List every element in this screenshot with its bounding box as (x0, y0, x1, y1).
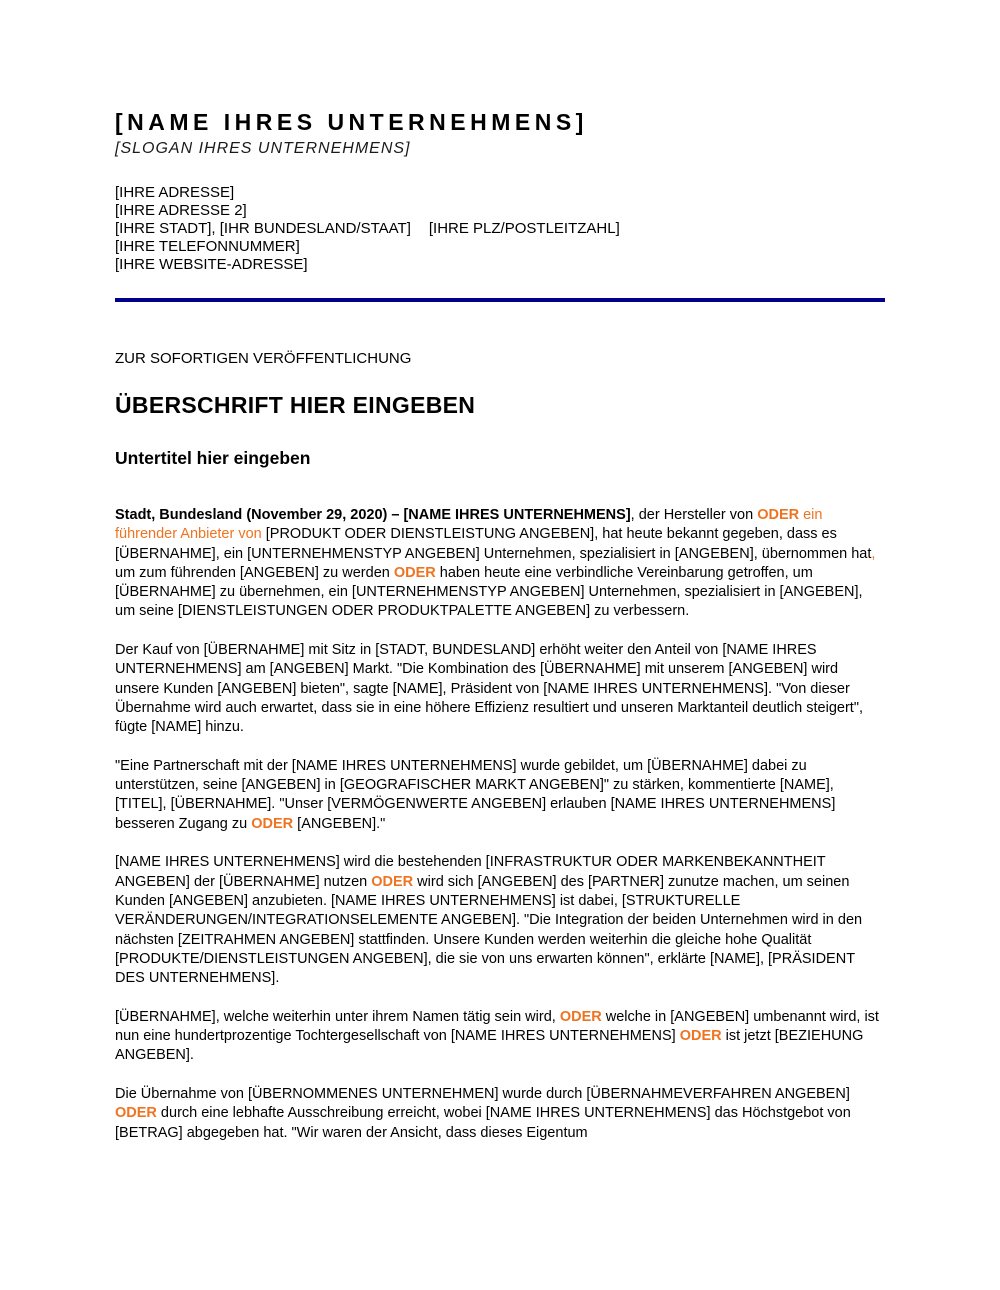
alternative-highlight-text: ODER (679, 1028, 722, 1045)
address-line-2: [IHRE ADRESSE 2] (115, 202, 247, 219)
alternative-highlight-text: ODER (393, 564, 436, 581)
paragraph-acquisition-process (115, 1085, 885, 1143)
text-segment: ist jetzt [BEZIEHUNG ANGEBEN]. (115, 1028, 864, 1064)
address-city-state: [IHRE STADT], [IHR BUNDESLAND/STAAT] (115, 220, 411, 237)
body-text (115, 506, 885, 1143)
alternative-highlight-text: , (871, 545, 876, 562)
text-segment: "Eine Partnerschaft mit der [NAME IHRES UNTERNEHMENS] wurde gebildet, um [ÜBERNAHME] dabei zu unterstützen, seine [ANGEBEN] in [GEOGRAFISCHER MARKT ANGEBEN]" zu stärken, kommentierte [NAME], [TITEL], [ÜBERNAHME]. "Unser [VERMÖGENWERTE ANGEBEN] erlauben [NAME IHRES UNTERNEHMENS] besseren Zugang zu (115, 757, 836, 832)
text-segment: [ÜBERNAHME], welche weiterhin unter ihrem Namen tätig sein wird, (115, 1008, 560, 1025)
address-phone: [IHRE TELEFONNUMMER] (115, 238, 300, 255)
text-segment: Stadt, Bundesland (November 29, 2020) – [NAME IHRES UNTERNEHMENS] (115, 507, 631, 523)
text-segment: haben heute eine verbindliche Vereinbarung getroffen, um [ÜBERNAHME] zu übernehmen, ein [UNTERNEHMENSTYP ANGEBEN] Unternehmen, spezialisiert in [ANGEBEN], um seine [DIENSTLEISTUNGEN ODER PRODUKTPALETTE ANGEBEN] zu verbessern. (115, 564, 863, 620)
text-segment: Der Kauf von [ÜBERNAHME] mit Sitz in [STADT, BUNDESLAND] erhöht weiter den Anteil von [NAME IHRES UNTERNEHMENS] am [ANGEBEN] Markt. "Die Kombination des [ÜBERNAHME] mit unserem [ANGEBEN] wird unsere Kunden [ANGEBEN] bieten", sagte [NAME], Präsident von [NAME IHRES UNTERNEHMENS]. "Von dieser Übernahme wird auch erwartet, dass sie in eine höhere Effizienz resultiert und unseren Marktanteil deutlich steigert", fügte [NAME] hinzu. (115, 642, 863, 736)
address-line-3 (115, 220, 885, 238)
text-segment: um zum führenden [ANGEBEN] zu werden (115, 564, 394, 581)
release-label: ZUR SOFORTIGEN VERÖFFENTLICHUNG (115, 350, 412, 367)
address-line-1: [IHRE ADRESSE] (115, 184, 235, 201)
text-segment: welche in [ANGEBEN] umbenannt wird, ist nun eine hundertprozentige Tochtergesellschaft von [NAME IHRES UNTERNEHMENS] (115, 1008, 879, 1045)
alternative-highlight-text: ODER (115, 1105, 157, 1122)
paragraph-purchase-details (115, 641, 885, 737)
alternative-highlight-text: ein führender Anbieter von (115, 507, 823, 543)
alternative-highlight-text: ODER (559, 1008, 602, 1025)
company-slogan: [SLOGAN IHRES UNTERNEHMENS] (115, 140, 411, 157)
company-name: [NAME IHRES UNTERNEHMENS] (115, 109, 588, 135)
paragraph-subsidiary-status (115, 1008, 885, 1066)
paragraph-integration (115, 853, 885, 988)
text-segment: wird sich [ANGEBEN] des [PARTNER] zunutze machen, um seinen Kunden [ANGEBEN] anzubieten. [NAME IHRES UNTERNEHMENS] ist dabei, [STRUKTURELLE VERÄNDERUNGEN/INTEGRATIONSELEMENTE ANGEBEN]. "Die Integration der beiden Unternehmen wird in den nächsten [ZEITRAHMEN ANGEBEN] stattfinden. Unsere Kunden werden weiterhin die gleiche hohe Qualität [PRODUKTE/DIENSTLEISTUNGEN ANGEBEN], die sie von uns erwarten können", erklärte [NAME], [PRÄSIDENT DES UNTERNEHMENS]. (115, 873, 863, 987)
headline: ÜBERSCHRIFT HIER EINGEBEN (115, 392, 476, 418)
text-segment: [PRODUKT ODER DIENSTLEISTUNG ANGEBEN], hat heute bekannt gegeben, dass es [ÜBERNAHME], ein [UNTERNEHMENSTYP ANGEBEN] Unternehmen, spezialisiert in [ANGEBEN], übernommen hat (115, 526, 872, 562)
subtitle: Untertitel hier eingeben (115, 448, 311, 468)
divider-rule (115, 298, 885, 302)
alternative-highlight-text: ODER (757, 507, 800, 523)
text-segment: , der Hersteller von (630, 507, 758, 523)
letterhead (115, 110, 885, 274)
address-block (115, 184, 885, 274)
address-postal-code: [IHRE PLZ/POSTLEITZAHL] (428, 220, 620, 237)
alternative-highlight-text: ODER (371, 873, 414, 890)
text-segment: [ANGEBEN]." (293, 815, 386, 832)
alternative-highlight-text: ODER (251, 815, 294, 832)
paragraph-partnership-quote (115, 757, 885, 834)
text-segment: durch eine lebhafte Ausschreibung erreicht, wobei [NAME IHRES UNTERNEHMENS] das Höchstgebot von [BETRAG] abgegeben hat. "Wir waren der Ansicht, dass dieses Eigentum (115, 1105, 851, 1141)
text-segment: [NAME IHRES UNTERNEHMENS] wird die bestehenden [INFRASTRUKTUR ODER MARKENBEKANNTHEIT ANGEBEN] der [ÜBERNAHME] nutzen (115, 854, 826, 890)
text-segment: Die Übernahme von [ÜBERNOMMENES UNTERNEHMEN] wurde durch [ÜBERNAHMEVERFAHREN ANGEBEN] (115, 1085, 850, 1102)
paragraph-lead (115, 506, 885, 622)
address-website: [IHRE WEBSITE-ADRESSE] (115, 256, 308, 273)
